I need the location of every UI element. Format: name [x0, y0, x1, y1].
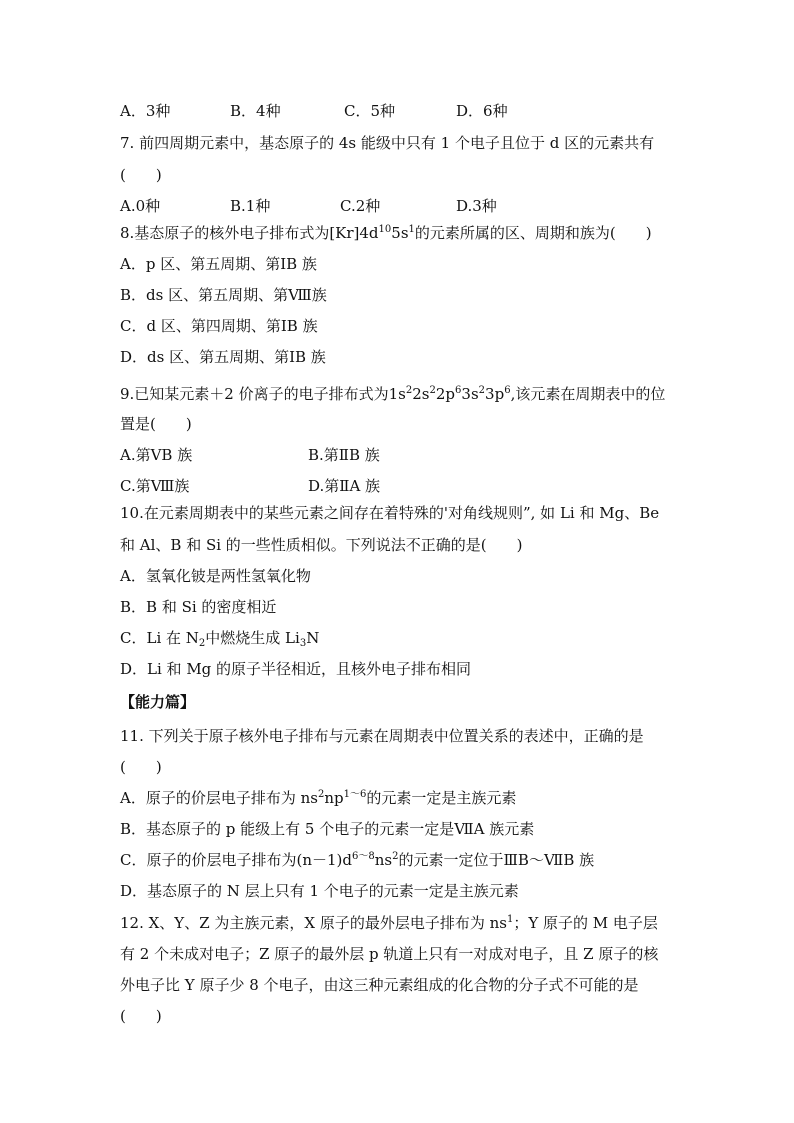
q6-option-c: C．5种 [344, 102, 396, 120]
q10-stem-line2: 和 Al、B 和 Si 的一些性质相似。下列说法不正确的是( ) [120, 536, 523, 554]
q6-option-a: A．3种 [120, 102, 171, 120]
q10-option-d: D．Li 和 Mg 的原子半径相近，且核外电子排布相同 [120, 660, 472, 678]
q10-stem-line1: 10.在元素周期表中的某些元素之间存在着特殊的'对角线规则”, 如 Li 和 Mg、Be [120, 504, 660, 522]
q9-option-a: A.第ⅤB 族 [120, 446, 193, 464]
q7-paren: ( ) [120, 166, 162, 184]
q6-option-b: B．4种 [230, 102, 281, 120]
q11-stem: 11. 下列关于原子核外电子排布与元素在周期表中位置关系的表述中，正确的是 [120, 727, 644, 745]
q7-option-b: B.1种 [230, 197, 271, 215]
q11-option-d: D．基态原子的 N 层上只有 1 个电子的元素一定是主族元素 [120, 882, 519, 900]
q7-option-a: A.0种 [120, 197, 161, 215]
q6-option-d: D．6种 [456, 102, 508, 120]
q8-option-c: C．d 区、第四周期、第ⅠB 族 [120, 317, 318, 335]
q7-option-d: D.3种 [456, 197, 497, 215]
q12-stem-line3: 外电子比 Y 原子少 8 个电子，由这三种元素组成的化合物的分子式不可能的是 [120, 976, 639, 994]
q9-option-c: C.第Ⅷ族 [120, 477, 190, 495]
q10-option-c: C．Li 在 $N_2$中燃烧生成 $Li_3N$ [120, 629, 320, 649]
q12-stem-line2: 有 2 个未成对电子；Z 原子的最外层 p 轨道上只有一对成对电子，且 Z 原子的核 [120, 945, 659, 963]
q9-option-b: B.第ⅡB 族 [308, 446, 380, 464]
q12-stem-line1: 12. X、Y、Z 为主族元素，X 原子的最外层电子排布为 $ns^1$；Y 原子的 M 电子层 [120, 914, 658, 932]
q8-stem: 8.基态原子的核外电子排布式为$[Kr]4d^{10}5s^1$的元素所属的区、周期和族为( ) [120, 224, 652, 242]
q11-option-c: C．原子的价层电子排布为$(n-1)d^{6\sim 8}ns^2$的元素一定位于ⅢB～ⅦB 族 [120, 851, 595, 869]
q7-option-c: C.2种 [340, 197, 381, 215]
q9-stem: 9.已知某元素＋2 价离子的电子排布式为$1s^22s^22p^63s^23p^6$,该元素在周期表中的位 [120, 385, 666, 403]
section-title: 【能力篇】 [120, 693, 196, 711]
q11-option-b: B．基态原子的 p 能级上有 5 个电子的元素一定是ⅦA 族元素 [120, 820, 535, 838]
q8-option-b: B．ds 区、第五周期、第Ⅷ族 [120, 286, 327, 304]
q10-option-b: B．B 和 Si 的密度相近 [120, 598, 277, 616]
q8-option-a: A．p 区、第五周期、第ⅠB 族 [120, 255, 317, 273]
q11-paren: ( ) [120, 758, 162, 776]
q7-stem: 7. 前四周期元素中，基态原子的 4s 能级中只有 1 个电子且位于 d 区的元素共有 [120, 134, 655, 152]
q9-option-d: D.第ⅡA 族 [308, 477, 381, 495]
q9-stem-line2: 置是( ) [120, 415, 192, 433]
q10-option-a: A．氢氧化铍是两性氢氧化物 [120, 567, 311, 585]
q8-option-d: D．ds 区、第五周期、第ⅠB 族 [120, 348, 326, 366]
q12-paren: ( ) [120, 1007, 162, 1025]
q11-option-a: A．原子的价层电子排布为 $ns^2np^{1\sim 6}$的元素一定是主族元素 [120, 789, 517, 807]
